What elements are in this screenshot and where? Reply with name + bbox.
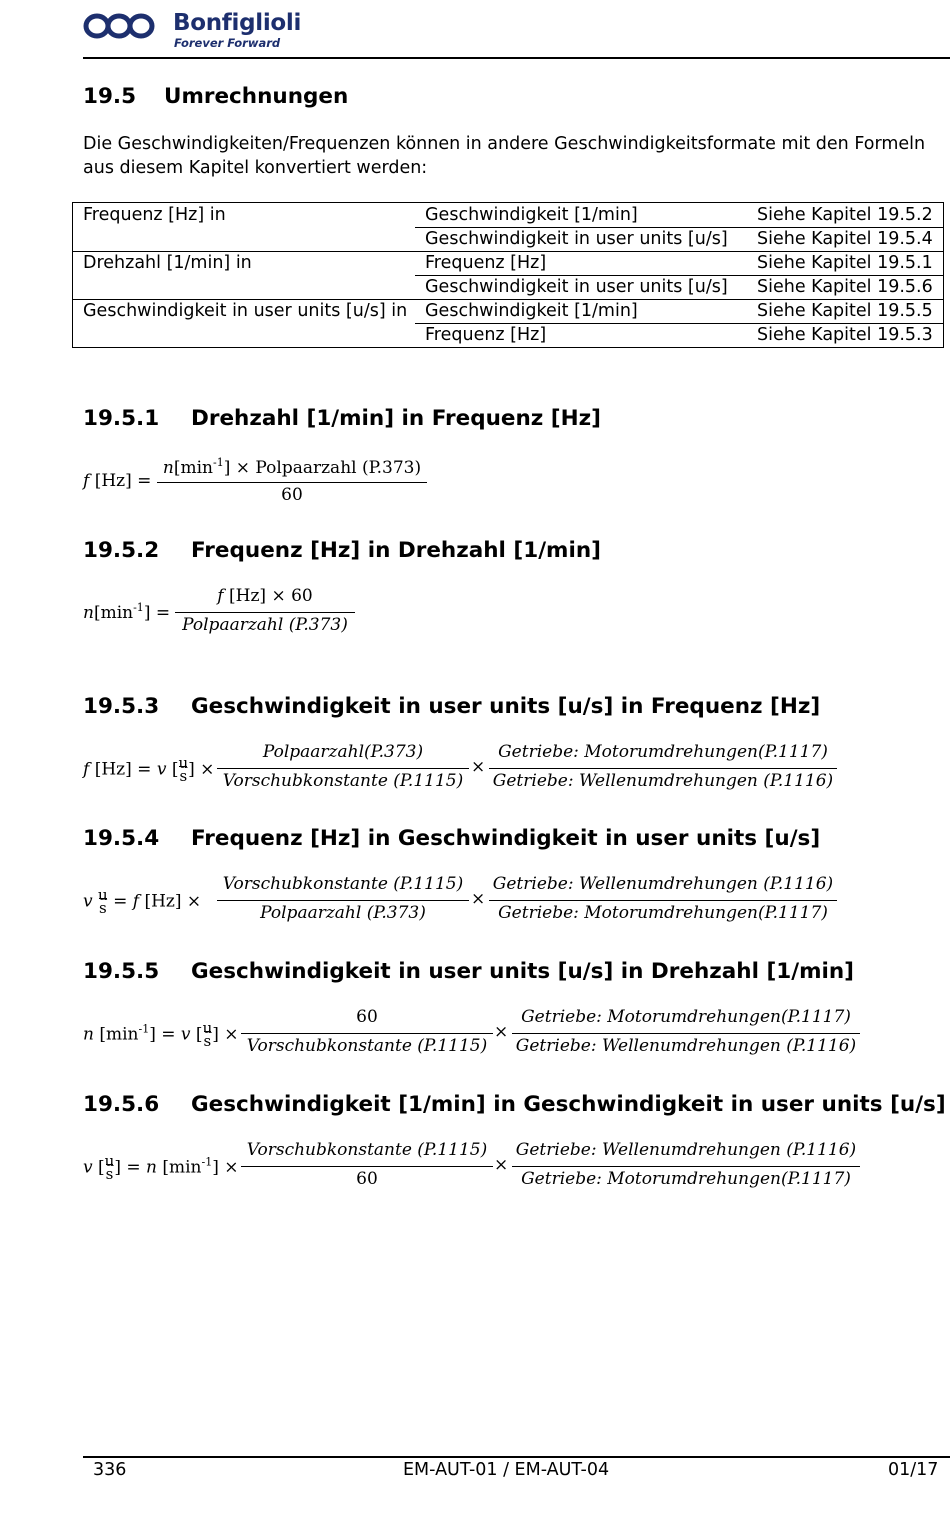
formula-denominator: Vorschubkonstante (P.1115) — [222, 771, 464, 791]
formula-numerator: Polpaarzahl(P.373) — [262, 742, 424, 762]
table-cell-to: Frequenz [Hz] — [425, 325, 547, 345]
subsection-heading — [83, 406, 601, 431]
formula-denominator: Getriebe: Wellenumdrehungen (P.1116) — [515, 1036, 857, 1056]
formula-numerator: × Polpaarzahl (P.373) — [235, 458, 422, 478]
table-row — [73, 323, 943, 347]
section-heading — [83, 84, 348, 109]
document-date: 01/17 — [888, 1460, 939, 1480]
subsection-number: 19.5.1 — [83, 406, 160, 431]
table-cell-from: Geschwindigkeit in user units [u/s] in — [83, 301, 408, 321]
brand-name: Bonfiglioli — [173, 10, 302, 36]
subsection-number: 19.5.4 — [83, 826, 160, 851]
formula-denominator: Getriebe: Motorumdrehungen(P.1117) — [498, 903, 828, 923]
table-row — [73, 203, 943, 227]
formula-numerator: Getriebe: Motorumdrehungen(P.1117) — [498, 742, 828, 762]
formula-numerator: Getriebe: Wellenumdrehungen (P.1116) — [492, 874, 834, 894]
subsection-number: 19.5.3 — [83, 694, 160, 719]
table-cell-to: Geschwindigkeit in user units [u/s] — [425, 229, 728, 249]
subsection-title: Frequenz [Hz] in Geschwindigkeit in user units [u/s] — [191, 826, 821, 851]
section-title: Umrechnungen — [164, 84, 349, 109]
table-cell-from: Frequenz [Hz] in — [83, 205, 226, 225]
brand-logo — [83, 6, 302, 50]
brand-tagline: Forever Forward — [174, 36, 281, 50]
subsection-title: Frequenz [Hz] in Drehzahl [1/min] — [191, 538, 601, 563]
table-cell-to: Geschwindigkeit in user units [u/s] — [425, 277, 728, 297]
formula-denominator: Getriebe: Wellenumdrehungen (P.1116) — [492, 771, 834, 791]
formula-denominator: Polpaarzahl (P.373) — [260, 903, 426, 923]
subsection-heading — [83, 538, 601, 563]
formula-denominator: Polpaarzahl (P.373) — [182, 615, 348, 635]
subsection-title: Geschwindigkeit in user units [u/s] in Frequenz [Hz] — [191, 694, 821, 719]
subsection-title: Geschwindigkeit in user units [u/s] in Drehzahl [1/min] — [191, 959, 854, 984]
table-cell-ref: Siehe Kapitel 19.5.1 — [757, 253, 933, 273]
table-cell-ref: Siehe Kapitel 19.5.2 — [757, 205, 933, 225]
subsection-heading — [83, 694, 820, 719]
table-row — [73, 299, 943, 323]
table-row — [73, 275, 943, 299]
table-cell-ref: Siehe Kapitel 19.5.4 — [757, 229, 933, 249]
intro-paragraph: Die Geschwindigkeiten/Frequenzen können in andere Geschwindigkeitsformate mit den Formeln aus diesem Kapitel konvertiert werden: — [83, 134, 926, 178]
bonfiglioli-logo-icon — [83, 11, 169, 41]
subsection-number: 19.5.2 — [83, 538, 160, 563]
header-divider — [83, 57, 950, 59]
table-row — [73, 227, 943, 251]
formula-denominator: 60 — [281, 485, 303, 505]
table-cell-to: Frequenz [Hz] — [425, 253, 547, 273]
formula-denominator: Getriebe: Motorumdrehungen(P.1117) — [521, 1169, 851, 1189]
footer-divider — [83, 1456, 950, 1458]
section-number: 19.5 — [83, 84, 137, 109]
table-cell-ref: Siehe Kapitel 19.5.3 — [757, 325, 933, 345]
formula-numerator: × 60 — [271, 586, 313, 606]
page-number: 336 — [93, 1460, 127, 1480]
subsection-title: Geschwindigkeit [1/min] in Geschwindigkeit in user units [u/s] — [191, 1092, 946, 1117]
formula-numerator: Vorschubkonstante (P.1115) — [222, 874, 464, 894]
table-cell-ref: Siehe Kapitel 19.5.6 — [757, 277, 933, 297]
document-id: EM-AUT-01 / EM-AUT-04 — [403, 1460, 610, 1480]
subsection-number: 19.5.6 — [83, 1092, 160, 1117]
table-cell-to: Geschwindigkeit [1/min] — [425, 301, 638, 321]
subsection-heading — [83, 1092, 946, 1117]
formula-hz-to-rpm: $n[\min^{-1}]$ = f [Hz] × 60 Polpaarzahl (P.373) — [83, 586, 373, 642]
formula-hz-to-uus: v u s = f [Hz] × Vorschubkonstante (P.1115) Polpaarzahl (P.373) × Getriebe: Wellenumdrehungen (P.1116) Getriebe: Motorumdrehungen(P.1117) — [83, 874, 843, 930]
subsection-number: 19.5.5 — [83, 959, 160, 984]
subsection-title: Drehzahl [1/min] in Frequenz [Hz] — [191, 406, 601, 431]
conversion-table — [72, 202, 944, 348]
formula-numerator: Getriebe: Wellenumdrehungen (P.1116) — [515, 1140, 857, 1160]
table-cell-ref: Siehe Kapitel 19.5.5 — [757, 301, 933, 321]
formula-denominator: Vorschubkonstante (P.1115) — [246, 1036, 488, 1056]
formula-numerator: Vorschubkonstante (P.1115) — [246, 1140, 488, 1160]
formula-uus-to-rpm: n $[\min^{-1}] = v$ [u s] × 60 Vorschubkonstante (P.1115) × Getriebe: Motorumdrehungen(P.1117) Getriebe: Wellenumdrehungen (P.1116) — [83, 1007, 863, 1063]
formula-numerator: 60 — [356, 1007, 378, 1027]
subsection-heading — [83, 959, 854, 984]
table-cell-to: Geschwindigkeit [1/min] — [425, 205, 638, 225]
formula-denominator: 60 — [356, 1169, 378, 1189]
formula-uus-to-hz: f [Hz] = v [u s] × Polpaarzahl(P.373) Vorschubkonstante (P.1115) × Getriebe: Motorumdrehungen(P.1117) Getriebe: Wellenumdrehungen (P.1116) — [83, 742, 843, 798]
formula-numerator: Getriebe: Motorumdrehungen(P.1117) — [521, 1007, 851, 1027]
table-cell-from: Drehzahl [1/min] in — [83, 253, 252, 273]
formula-rpm-to-uus: v [u s] = n $[\min^{-1}]$ × Vorschubkonstante (P.1115) 60 × Getriebe: Wellenumdrehungen (P.1116) Getriebe: Motorumdrehungen(P.1117) — [83, 1140, 863, 1196]
subsection-heading — [83, 826, 820, 851]
formula-rpm-to-hz: f [Hz] = $n[\min^{-1}]$ × Polpaarzahl (P.373) 60 — [83, 456, 443, 512]
table-row — [73, 251, 943, 275]
